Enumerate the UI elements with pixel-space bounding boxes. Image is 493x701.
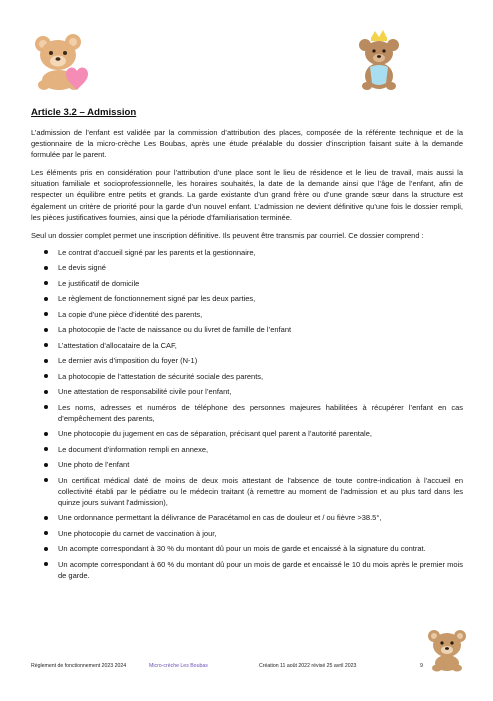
- list-item: La copie d’une pièce d’identité des parents,: [31, 309, 463, 320]
- paragraph-dossier: Seul un dossier complet permet une inscription définitive. Ils peuvent être transmis par courriel. Ce dossier comprend :: [31, 230, 424, 240]
- list-item: Le règlement de fonctionnement signé par les deux parties,: [31, 293, 463, 304]
- list-item: Un acompte correspondant à 30 % du montant dû pour un mois de garde et encaissé à la signature du contrat.: [31, 543, 463, 554]
- list-item: Une photocopie du carnet de vaccination à jour,: [31, 528, 463, 539]
- footer-org-name: Micro-crèche Les Boubas: [149, 663, 208, 669]
- list-item: Le contrat d’accueil signé par les parents et la gestionnaire,: [31, 247, 463, 258]
- list-item: La photocopie de l’acte de naissance ou du livret de famille de l’enfant: [31, 324, 463, 335]
- paragraph-intro: L’admission de l’enfant est validée par la commission d’attribution des places, composée de la référente technique et de la gestionnaire de la micro-crèche Les Boubas, après une étude préalable du dossier d’inscription faisant suite à la demande formulée par le parent.: [31, 128, 463, 160]
- page-number: 9: [420, 663, 423, 669]
- list-item: Le devis signé: [31, 262, 463, 273]
- footer-doc-title: Règlement de fonctionnement 2023 2024: [31, 663, 127, 669]
- list-item: Le justificatif de domicile: [31, 278, 463, 289]
- list-item: Une attestation de responsabilité civile pour l’enfant,: [31, 386, 463, 397]
- teddy-bear-heart-icon: [28, 33, 92, 91]
- list-item: Une photo de l’enfant: [31, 459, 463, 470]
- list-item: La photocopie de l’attestation de sécurité sociale des parents,: [31, 371, 463, 382]
- list-item: Une ordonnance permettant la délivrance de Paracétamol en cas de douleur et / ou fièvre >38.5°,: [31, 512, 463, 523]
- document-body: [31, 107, 463, 585]
- teddy-bear-icon: [425, 628, 469, 672]
- list-item: L’attestation d’allocataire de la CAF,: [31, 340, 463, 351]
- teddy-bear-crown-icon: [356, 29, 402, 91]
- footer-revision: Création 11 août 2022 révisé 25 avril 2023: [259, 663, 357, 669]
- list-item: Une photocopie du jugement en cas de séparation, précisant quel parent a l’autorité parentale,: [31, 428, 463, 439]
- list-item: Les noms, adresses et numéros de téléphone des personnes majeures habilitées à récupérer l’enfant en cas d’empêchement des parents,: [31, 402, 463, 424]
- list-item: Le document d’information rempli en annexe,: [31, 444, 463, 455]
- document-list: [31, 247, 463, 581]
- list-item: Un acompte correspondant à 60 % du montant dû pour un mois de garde et encaissé le 10 du mois après le premier mois de garde.: [31, 559, 463, 581]
- article-title: Article 3.2 – Admission: [31, 107, 137, 118]
- paragraph-criteria: Les éléments pris en considération pour l’attribution d’une place sont le lieu de résidence et le lieu de travail, mais aussi la situation familiale et socioprofessionnelle, les horaires souhaités, la date de la demande ainsi que l’âge de l’enfant, afin de respecter un équilibre entre petits et grands. La garde existante d’un grand frère ou d’une grande sœur dans la structure est également un critère de priorité pour la garde d’un nouvel enfant. L’admission ne devient définitive qu’une fois le dossier rempli, les pièces justificatives fournies, ainsi que la période d’familiarisation terminée.: [31, 168, 463, 222]
- list-item: Un certificat médical daté de moins de deux mois attestant de l'absence de toute contre-indication à l'accueil en collectivité établi par le pédiatre ou le médecin traitant (à remettre au moment de l'admission et au plus tard dans les quinze jours suivant l'admission),: [31, 475, 463, 508]
- list-item: Le dernier avis d’imposition du foyer (N-1): [31, 355, 463, 366]
